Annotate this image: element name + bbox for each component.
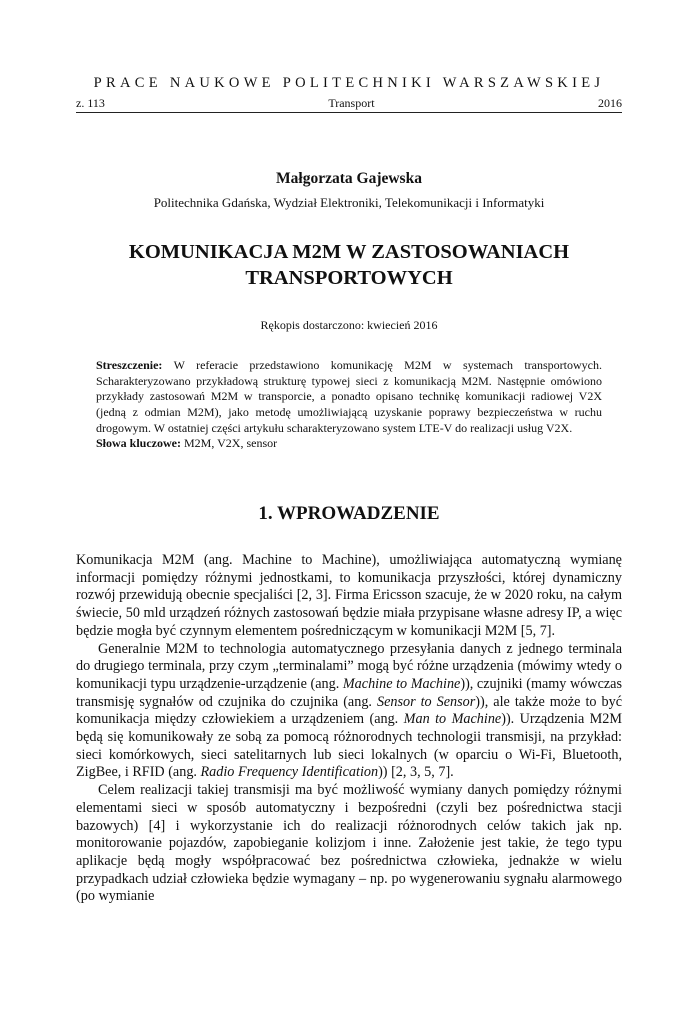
paragraph-2-part-c: )), ale także może to być komunikacja między człowiekiem a urządzeniem (ang. bbox=[76, 693, 623, 728]
paragraph-2-part-d: )). Urządzenia M2M będą się komunikowały ze sobą za pomocą różnorodnych technologii transmisji, na przykład: sieci komórkowych, sieci satelitarnych lub sieci lokalnych (w oparciu o Wi-Fi, Bluetooth, ZigBee, i RFID (ang. bbox=[76, 711, 623, 781]
section-heading: 1. WPROWADZENIE bbox=[258, 503, 440, 524]
keywords-label: Słowa kluczowe: bbox=[96, 436, 181, 450]
title-line-1: KOMUNIKACJA M2M W ZASTOSOWANIACH bbox=[128, 241, 570, 263]
keywords bbox=[96, 436, 602, 452]
abstract bbox=[96, 358, 602, 437]
italic-term-rfid: Radio Frequency Identification bbox=[200, 764, 379, 781]
journal-title: PRACE NAUKOWE POLITECHNIKI WARSZAWSKIEJ bbox=[93, 75, 605, 91]
paragraph-2-part-a: Generalnie M2M to technologia automatycznego przesyłania danych z jednego terminala do drugiego terminala, przy czym „terminalami” mogą być różne urządzenia (mówimy wtedy o komunikacji typu urządzenie-urządzenie (ang. bbox=[76, 640, 622, 692]
header-meta bbox=[76, 96, 622, 110]
paragraph-1: Komunikacja M2M (ang. Machine to Machine), umożliwiająca automatyczną wymianę informacji pomiędzy różnymi jednostkami, to komunikacja przyszłości, której dynamiczny rozwój przewidują obecnie specjaliści [2, 3]. Firma Ericsson szacuje, że w 2020 roku, na całym świecie, 50 mld urządzeń różnych zastosowań będzie miała przypisane własne adresy IP, a więc będzie mogła być czynnym elementem pośredniczącym w komunikacji M2M [5, 7]. bbox=[76, 552, 622, 639]
title-line-2: TRANSPORTOWYCH bbox=[245, 267, 453, 289]
paragraph-2-part-b: )), czujniki (mamy wówczas transmisję sygnałów od czujnika do czujnika (ang. bbox=[76, 675, 622, 710]
paper-title bbox=[76, 239, 622, 291]
author-name: Małgorzata Gajewska bbox=[276, 170, 422, 187]
paragraph-2 bbox=[76, 641, 622, 783]
paragraph-3: Celem realizacji takiej transmisji ma być możliwość wymiany danych pomiędzy różnymi elementami sieci w sposób automatyczny i bezpośredni (czyli bez pośrednictwa stacji bazowych) [4] i wykorzystanie ich do realizacji różnorodnych celów takich jak np. monitorowanie pojazdów, zapobieganie kolizjom i inne. Założenie jest takie, że tego typu aplikacje będą mogły współpracować bez pośrednictwa człowieka, jednakże w wielu przypadkach udział człowieka będzie wymagany – np. po wygenerowaniu sygnału alarmowego (po wymianie bbox=[76, 782, 622, 905]
series-name: Transport bbox=[328, 96, 375, 110]
header-rule bbox=[76, 112, 622, 113]
abstract-label: Streszczenie: bbox=[96, 358, 163, 372]
keywords-text: M2M, V2X, sensor bbox=[184, 436, 278, 450]
abstract-text: W referacie przedstawiono komunikację M2M w systemach transportowych. Scharakteryzowano przykładową strukturę typowej sieci z komunikacją M2M. Następnie omówiono przykłady zastosowań M2M w transporcie, a ponadto opisano technikę komunikacji radiowej V2X (jedną z odmian M2M), jako metodę umożliwiającą uzyskanie poprawy bezpieczeństwa w ruchu drogowym. W ostatniej części artykułu scharakteryzowano system LTE-V do realizacji usług V2X. bbox=[96, 358, 602, 435]
italic-term-machine-to-machine: Machine to Machine bbox=[342, 675, 461, 692]
author-affiliation: Politechnika Gdańska, Wydział Elektroniki, Telekomunikacji i Informatyki bbox=[153, 195, 545, 210]
received-date: Rękopis dostarczono: kwiecień 2016 bbox=[260, 318, 438, 332]
italic-term-sensor-to-sensor: Sensor to Sensor bbox=[376, 693, 476, 710]
italic-term-man-to-machine: Man to Machine bbox=[403, 711, 502, 728]
publication-year: 2016 bbox=[598, 96, 622, 110]
section-body bbox=[76, 552, 622, 906]
volume-number: z. 113 bbox=[76, 96, 105, 110]
paragraph-2-part-e: )) [2, 3, 5, 7]. bbox=[378, 764, 454, 781]
